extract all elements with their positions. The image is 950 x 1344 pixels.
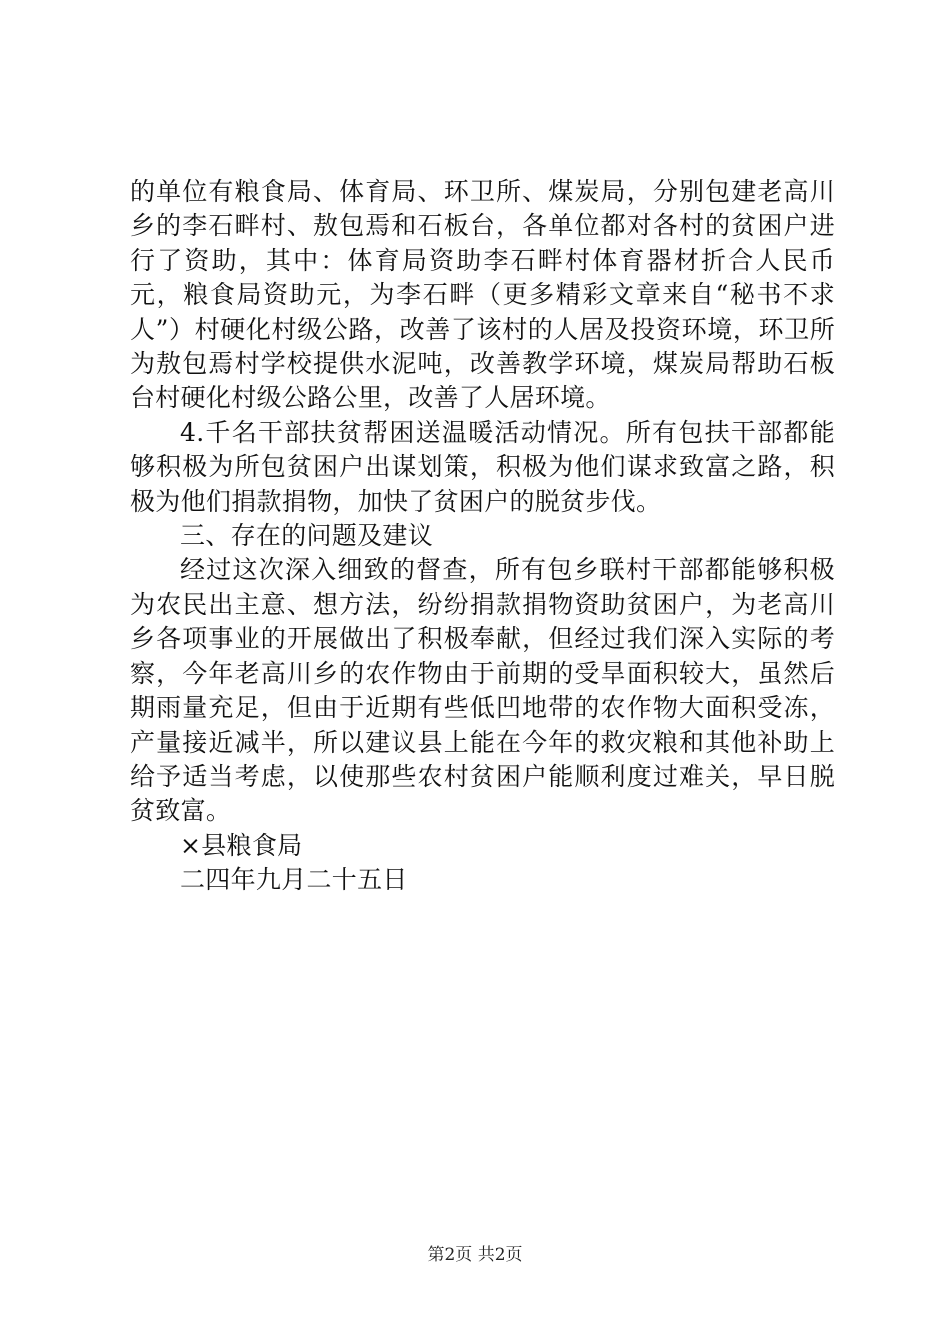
signature-date: 二四年九月二十五日	[180, 865, 408, 895]
paragraph-cadre-poverty-aid: 4.千名干部扶贫帮困送温暖活动情况。所有包扶干部都能够积极为所包贫困户出谋划策，积极为他们谋求致富之路，积极为他们捐款捐物，加快了贫困户的脱贫步伐。	[130, 417, 835, 516]
signature-organization: ×县粮食局	[180, 830, 303, 860]
paragraph-suggestions: 经过这次深入细致的督查，所有包乡联村干部都能够积极为农民出主意、想方法，纷纷捐款捐物资助贫困户，为老高川乡各项事业的开展做出了积极奉献，但经过我们深入实际的考察，今年老高川乡的农作物由于前期的受旱面积较大，虽然后期雨量充足，但由于近期有些低凹地带的农作物大面积受冻，产量接近减半，所以建议县上能在今年的救灾粮和其他补助上给予适当考虑，以使那些农村贫困户能顺利度过难关，早日脱贫致富。	[130, 555, 835, 826]
section-heading-problems: 三、存在的问题及建议	[180, 521, 434, 551]
paragraph-unit-support: 的单位有粮食局、体育局、环卫所、煤炭局，分别包建老高川乡的李石畔村、敖包焉和石板台，各单位都对各村的贫困户进行了资助，其中：体育局资助李石畔村体育器材折合人民币元，粮食局资助元，为李石畔（更多精彩文章来自“秘书不求人”）村硬化村级公路，改善了该村的人居及投资环境，环卫所为敖包焉村学校提供水泥吨，改善教学环境，煤炭局帮助石板台村硬化村级公路公里，改善了人居环境。	[130, 177, 835, 413]
page-number-footer: 第2页 共2页	[427, 1245, 523, 1265]
document-body	[130, 175, 835, 898]
